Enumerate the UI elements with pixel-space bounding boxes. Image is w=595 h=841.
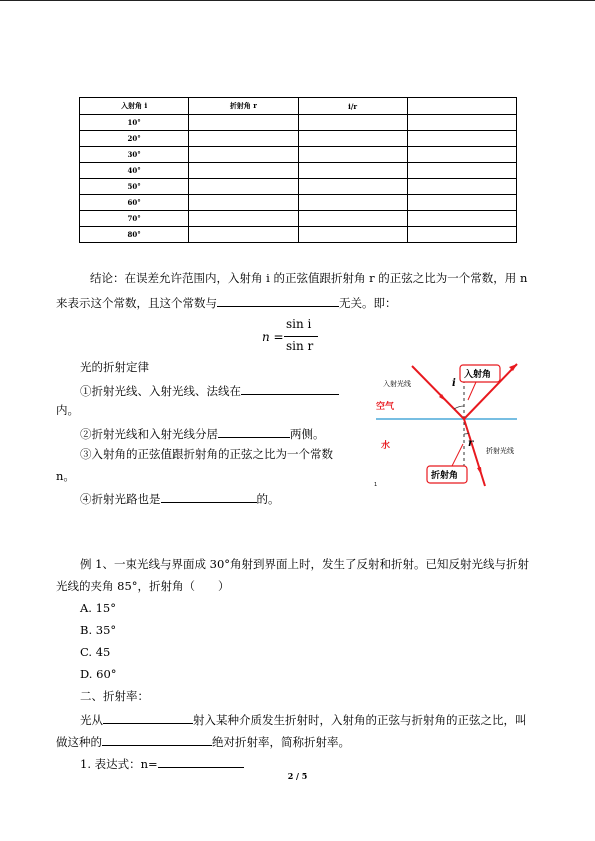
incident-angle-tag-text: 入射角	[464, 370, 492, 380]
header-rule	[0, 0, 595, 1]
law-item-4	[80, 490, 280, 506]
definition-text-a: 光从	[80, 713, 103, 727]
conclusion-text-b: 无关。即：	[339, 296, 397, 310]
table-row	[80, 227, 517, 243]
table-cell: 20°	[80, 131, 189, 147]
answer-blank[interactable]	[102, 733, 212, 746]
table-header: 折射角 r	[189, 98, 298, 115]
definition-text-b: 射入某种介质发生折射时，入射角的正弦与折射角的正弦之比，叫	[193, 713, 527, 727]
definition-line-2	[56, 733, 350, 749]
table-cell: 30°	[80, 147, 189, 163]
snell-formula	[262, 315, 322, 359]
table-header	[407, 98, 516, 115]
answer-blank[interactable]	[241, 382, 339, 395]
law-item-3-end: n。	[56, 469, 75, 483]
answer-blank[interactable]	[103, 711, 193, 724]
table-cell: 10°	[80, 115, 189, 131]
table-cell: 60°	[80, 195, 189, 211]
table-row	[80, 211, 517, 227]
definition-text-c: 做这种的	[56, 735, 102, 749]
angle-i-label: i	[452, 378, 456, 389]
table-header-row	[80, 98, 517, 115]
table-row	[80, 115, 517, 131]
table-row	[80, 131, 517, 147]
table-cell: 50°	[80, 179, 189, 195]
answer-blank[interactable]	[217, 294, 339, 307]
table-header: 入射角 i	[80, 98, 189, 115]
option-c: C. 45	[80, 645, 111, 659]
table-cell: 40°	[80, 163, 189, 179]
conclusion-text-a: 来表示这个常数，且这个常数与	[56, 296, 217, 310]
definition-text-d: 绝对折射率，简称折射率。	[212, 735, 350, 749]
section-title: 二、折射率：	[80, 689, 149, 703]
law-item-4-text: ④折射光路也是	[80, 492, 161, 506]
angle-i-arc	[454, 406, 464, 409]
fraction-bar	[284, 336, 318, 337]
water-label: 水	[381, 441, 391, 451]
law-item-1-text: ①折射光线、入射光线、法线在	[80, 384, 241, 398]
law-title: 光的折射定律	[80, 360, 149, 374]
example-line-1: 例 1、一束光线与界面成 30°角射到界面上时，发生了反射和折射。已知反射光线与折射	[80, 557, 530, 571]
diagram-caption: 1	[374, 482, 378, 488]
formula-denominator: sin r	[286, 339, 314, 353]
formula-numerator: sin i	[286, 317, 312, 331]
law-item-2-text: ②折射光线和入射光线分居	[80, 427, 218, 441]
table-cell: 80°	[80, 227, 189, 243]
law-item-3: ③入射角的正弦值跟折射角的正弦之比为一个常数	[80, 447, 333, 461]
option-d: D. 60°	[80, 667, 117, 681]
formula-lhs: n =	[262, 330, 284, 344]
answer-blank[interactable]	[218, 425, 290, 438]
refracted-ray-label: 折射光线	[486, 447, 514, 455]
law-item-2-end: 两侧。	[290, 427, 325, 441]
answer-blank[interactable]	[158, 755, 244, 768]
page-number: 2 / 5	[287, 771, 308, 781]
example-line-2: 光线的夹角 85°，折射角（ ）	[56, 579, 230, 593]
table-row	[80, 179, 517, 195]
conclusion-line-2	[56, 294, 397, 310]
option-a: A. 15°	[80, 601, 116, 615]
law-item-4-end: 的。	[256, 492, 280, 506]
definition-line-1	[80, 711, 527, 727]
refraction-tag-pointer	[452, 444, 463, 466]
table-cell: 70°	[80, 211, 189, 227]
table-row	[80, 195, 517, 211]
table-row	[80, 147, 517, 163]
option-b: B. 35°	[80, 623, 117, 637]
conclusion-line-1: 结论：在误差允许范围内，入射角 i 的正弦值跟折射角 r 的正弦之比为一个常数，用 n	[90, 271, 528, 285]
law-item-2	[80, 425, 325, 441]
air-label: 空气	[376, 402, 395, 412]
data-table	[79, 97, 517, 243]
law-item-1-end: 内。	[56, 403, 79, 417]
refraction-diagram	[372, 352, 527, 488]
refraction-angle-tag-text: 折射角	[431, 471, 459, 481]
table-row	[80, 163, 517, 179]
table-header: i/r	[298, 98, 407, 115]
incident-tag-pointer	[468, 382, 476, 400]
answer-blank[interactable]	[161, 490, 257, 503]
expression-label: 1. 表达式：n=	[80, 757, 158, 771]
refracted-arrow-icon	[477, 467, 482, 476]
incident-ray-label: 入射光线	[383, 380, 411, 388]
angle-r-label: r	[468, 438, 474, 449]
expression-line	[80, 755, 244, 771]
law-item-1	[80, 382, 339, 398]
incident-ray	[412, 366, 464, 419]
